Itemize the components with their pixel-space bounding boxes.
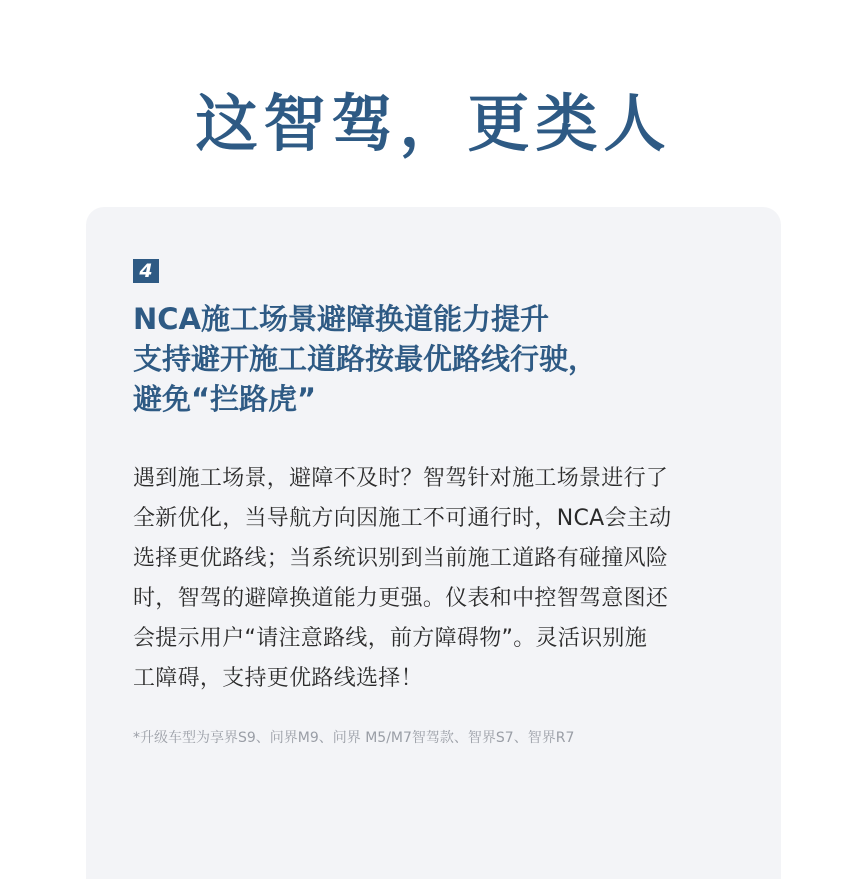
- description-line: 全新优化，当导航方向因施工不可通行时，NCA会主动: [133, 506, 672, 531]
- feature-title-line: NCA施工场景避障换道能力提升: [133, 302, 549, 336]
- feature-title: [133, 299, 753, 419]
- footnote: *升级车型为享界S9、问界M9、问界 M5/M7智驾款、智界S7、智界R7: [133, 730, 575, 746]
- feature-number-badge: 4: [133, 259, 159, 283]
- feature-title-line: 避免“拦路虎”: [133, 382, 317, 416]
- description-line: 遇到施工场景，避障不及时？智驾针对施工场景进行了: [133, 466, 669, 491]
- description-line: 工障碍，支持更优路线选择！: [133, 666, 423, 691]
- feature-description: [133, 459, 743, 699]
- description-line: 会提示用户“请注意路线，前方障碍物”。灵活识别施: [133, 626, 647, 651]
- feature-title-line: 支持避开施工道路按最优路线行驶，: [133, 342, 598, 376]
- feature-card: [86, 207, 781, 879]
- description-line: 时，智驾的避障换道能力更强。仪表和中控智驾意图还: [133, 586, 669, 611]
- page-headline: 这智驾，更类人: [195, 87, 672, 160]
- description-line: 选择更优路线；当系统识别到当前施工道路有碰撞风险: [133, 546, 669, 571]
